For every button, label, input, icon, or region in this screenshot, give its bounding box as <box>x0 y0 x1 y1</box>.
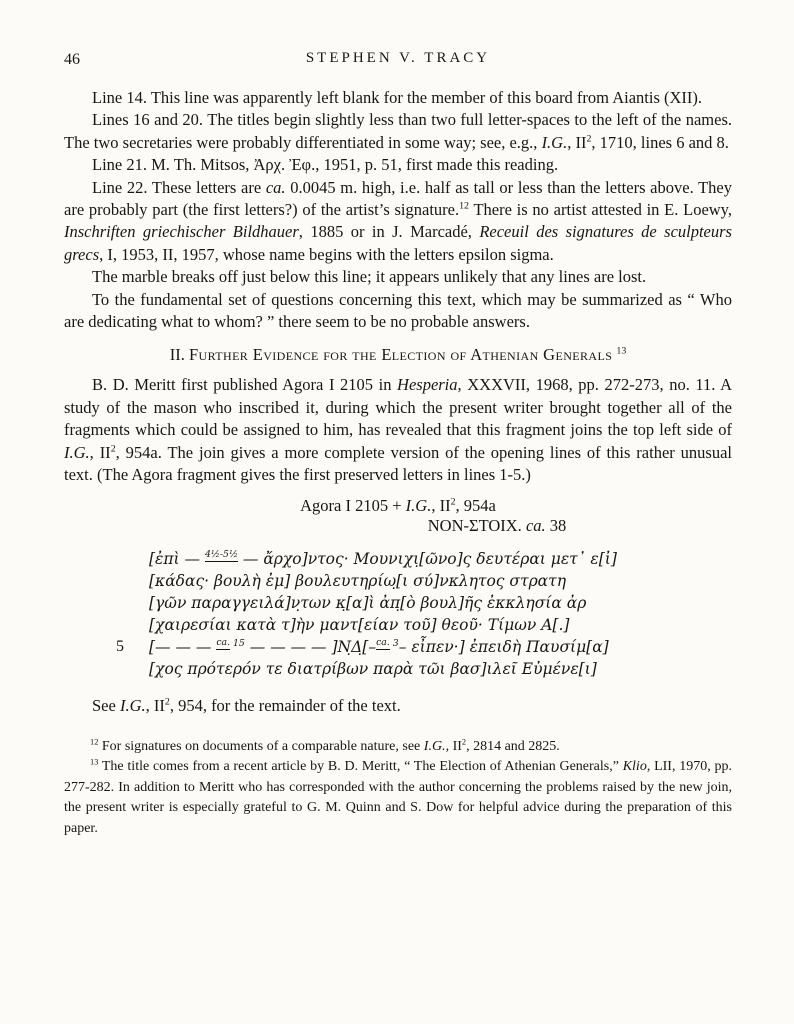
text-run: I.G. <box>64 442 90 462</box>
text-run: , II <box>431 495 451 515</box>
text-run: — ἄρχο]ντος· Μουνιχι̣[ῶνο]ς δευτέραι μετ᾽ ε[ἰ] <box>237 549 617 568</box>
text-run: [γῶν παραγγειλά]ν̣των κ̣[α]ὶ ἀπ̣[ὸ βουλ]ῆς ἐκκλησία ἀρ <box>149 593 587 612</box>
text-run: II. <box>169 345 189 365</box>
note-line-22 <box>64 177 732 267</box>
text-run: , II <box>567 132 587 152</box>
text-run: 12 <box>90 736 99 746</box>
text-run: [ἐπὶ — <box>149 549 205 568</box>
commentary-notes <box>64 87 732 333</box>
inscription-line <box>149 658 732 680</box>
text-run: Line 14. This line was apparently left blank for the member of this board from Aiantis (XII). <box>92 88 703 107</box>
text-run: B. D. Meritt first published Agora I 2105 in <box>92 375 398 395</box>
text-run: Line 21. M. Th. Mitsos, Ἀρχ. Ἐφ., 1951, p. 51, first made this reading. <box>92 155 559 175</box>
text-run: , I, 1953, II, 1957, whose name begins with the letters epsilon sigma. <box>99 244 554 264</box>
inscription-line <box>149 570 732 592</box>
text-run: , II <box>89 442 111 462</box>
page-number: 46 <box>64 51 80 68</box>
text-run: , 954a. The join gives a more complete version of the opening lines of this rather unusual text. (The Agora fragment gives the first preserved letters in lines 1-5.) <box>64 442 732 485</box>
text-run: – εἶπεν·] ἐπειδὴ Παυσίμ[α] <box>398 637 609 656</box>
text-run: There is no artist attested in E. Loewy, <box>468 200 732 220</box>
para-marble-breaks <box>64 266 732 288</box>
text-run: 4½-5½ <box>204 549 238 561</box>
text-run: The title comes from a recent article by B. D. Meritt, “ The Election of Athenian Generals,” <box>98 759 623 775</box>
text-run: 38 <box>545 515 567 535</box>
text-run: — — — — ]Ν̣Δ̣[– <box>244 637 377 656</box>
text-run: I.G. <box>119 695 146 715</box>
text-run: [— — — <box>149 637 217 656</box>
text-run: , 1710, lines 6 and 8. <box>591 132 729 152</box>
text-run: 13 <box>90 757 99 767</box>
text-run: 2 <box>450 496 456 507</box>
text-run: Receuil des signatures de sculpteurs grecs <box>64 222 732 264</box>
text-run: [χαιρεσίαι κατὰ τ]ὴν μαντ[είαν τοῦ] θεοῦ· Τίμων Α[.] <box>149 615 570 634</box>
footnote-13 <box>64 757 732 839</box>
text-run: The marble breaks off just below this line; it appears unlikely that any lines are lost. <box>92 267 647 287</box>
text-run: ca. <box>265 177 286 197</box>
inscription-line <box>149 614 732 636</box>
section-heading <box>64 345 732 365</box>
text-run: , 954, for the remainder of the text. <box>169 695 401 715</box>
text-run: I.G. <box>541 132 568 152</box>
para-fundamental-questions <box>64 289 732 334</box>
text-run: , 954a <box>455 495 496 515</box>
text-run: , 1885 or in J. Marcadé, <box>298 222 480 242</box>
inscription-line-number: 5 <box>116 637 124 655</box>
page-header <box>64 50 732 70</box>
text-run: ca. <box>525 515 546 535</box>
inscription-title <box>64 496 732 516</box>
text-run: Inschriften griechischer Bildhauer <box>64 222 299 242</box>
text-run: Further Evidence for the Election of Athenian Generals <box>188 345 613 365</box>
text-run: [χος πρότερόν τε διατρίβων παρὰ τῶι βασ]ιλεῖ Εὐμένε[ι] <box>149 659 597 678</box>
text-run: ca. <box>376 637 390 649</box>
text-run: 2 <box>586 133 592 145</box>
text-run: 2 <box>461 736 467 746</box>
text-run: XXXVII, 1968, pp. 272-273, no. 11. A study of the mason who inscribed it, during which the present writer brought together all of the fragments which could be assigned to him, has revealed that this fragment joins the top left side of <box>64 375 732 440</box>
text-run: NON-ΣΤΟΙΧ. <box>427 515 526 535</box>
text-run: , 2814 and 2825. <box>466 738 560 754</box>
text-run: , II <box>145 695 165 715</box>
text-run: [κάδας· βουλὴ ἐμ] βουλευτηρίω̣[ι σύ]νκλητος στρατη <box>149 571 567 590</box>
text-run: Agora I 2105 + <box>300 495 406 515</box>
note-line-21 <box>64 154 732 176</box>
text-run: , LII, 1970, pp. 277-282. In addition to Meritt who has corresponded with the author concerning the problems raised by the new join, the present writer is especially grateful to G. M. Quinn and S. Dow for helpful advice during the preparation of this paper. <box>64 759 732 836</box>
text-run: I.G. <box>405 495 432 515</box>
text-run: 2 <box>110 443 116 455</box>
text-run: ca. <box>216 637 231 649</box>
note-line-14 <box>64 87 732 109</box>
inscription-line <box>149 592 732 614</box>
text-run: Lines 16 and 20. The titles begin slightly less than two full letter-spaces to the left of the names. The two secretaries were probably differentiated in some way; see, e.g., <box>64 110 732 152</box>
footnote-12 <box>64 737 732 758</box>
text-run: To the fundamental set of questions concerning this text, which may be summarized as “ Who are dedicating what to whom? ” there seem to be no probable answers. <box>64 289 732 332</box>
inscription-subtitle <box>163 516 794 536</box>
text-run: 13 <box>616 345 627 357</box>
text-run: 3 <box>389 637 399 649</box>
text-run: , II <box>445 738 462 754</box>
greek-inscription-text <box>116 548 732 680</box>
text-run: 12 <box>459 200 469 212</box>
see-reference-line <box>64 696 732 716</box>
running-head: STEPHEN V. TRACY <box>305 50 491 66</box>
inscription-line <box>116 636 732 658</box>
text-run: Hesperia, <box>397 375 462 395</box>
text-run: For signatures on documents of a comparable nature, see <box>98 738 424 754</box>
text-run: 15 <box>230 637 245 649</box>
note-lines-16-20 <box>64 109 732 154</box>
text-run: See <box>92 695 120 715</box>
text-run: 2 <box>164 696 170 707</box>
text-run: 0.0045 m. high, i.e. half as tall or less than the letters above. They are probably part (the first letters?) of the artist’s signature. <box>64 177 732 220</box>
text-run: I.G. <box>423 738 446 754</box>
text-run: Line 22. These letters are <box>92 177 266 197</box>
para-meritt-publication <box>64 374 732 486</box>
footnotes-section <box>64 737 732 840</box>
meritt-paragraph-wrap <box>64 374 732 486</box>
text-run: Klio <box>622 759 647 775</box>
inscription-line <box>149 548 732 570</box>
